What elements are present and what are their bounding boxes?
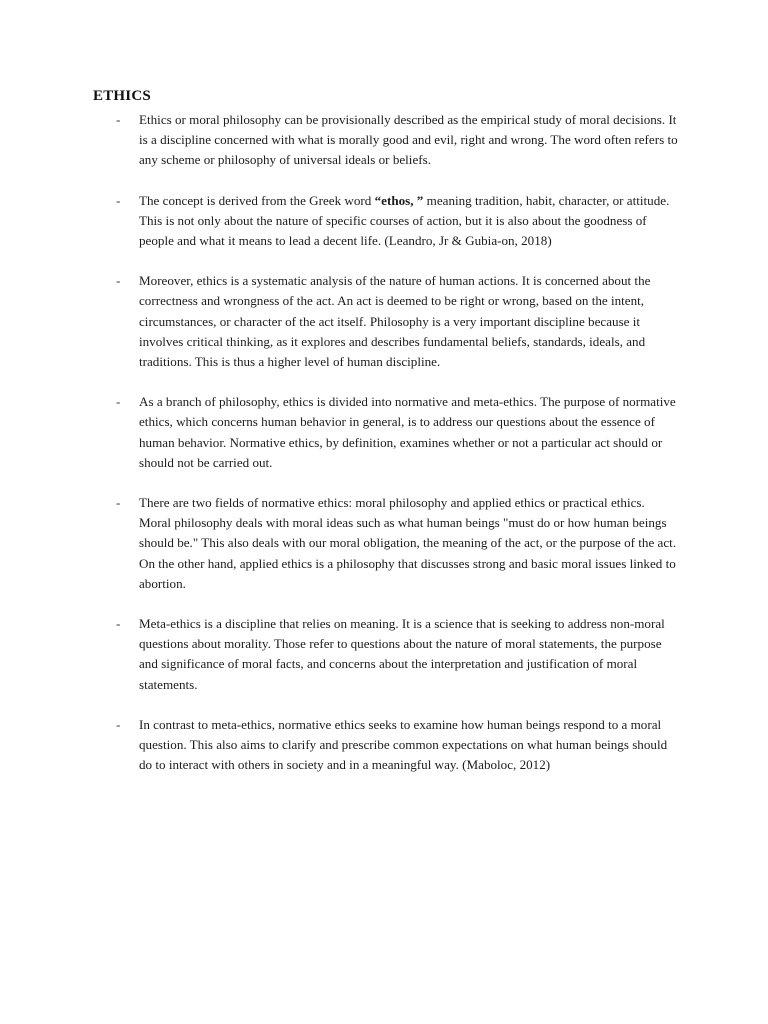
paragraph-text: Ethics or moral philosophy can be provisionally described as the empirical study of moral decisions. It is a discipline concerned with what is morally good and evil, right and wrong. The word often refers to any scheme or philosophy of universal ideals or beliefs.: [139, 112, 678, 168]
paragraph-text: As a branch of philosophy, ethics is divided into normative and meta-ethics. The purpose of normative ethics, which concerns human behavior in general, is to address our questions about the essence of human behavior. Normative ethics, by definition, examines whether or not a particular act should or should not be carried out.: [139, 394, 676, 470]
greek-word-ethos: “ethos, ”: [374, 192, 424, 208]
bullet-marker: -: [116, 112, 121, 127]
list-item: [0, 110, 768, 171]
bullet-marker: -: [116, 616, 121, 632]
list-item: [0, 493, 768, 594]
bullet-marker: -: [116, 495, 121, 511]
paragraph-text: Meta-ethics is a discipline that relies on meaning. It is a science that is seeking to address non-moral questions about morality. Those refer to questions about the nature of moral statements, the purpose and significance of moral facts, and concerns about the interpretation and justification of moral statements.: [139, 616, 665, 692]
paragraph-list: [0, 110, 768, 795]
paragraph-text: There are two fields of normative ethics: moral philosophy and applied ethics or practical ethics. Moral philosophy deals with moral ideas such as what human beings "must do or how human beings should be." This also deals with our moral obligation, the meaning of the act, or the purpose of the act. On the other hand, applied ethics is a philosophy that discusses strong and basic moral issues linked to abortion.: [139, 495, 677, 591]
document-heading: ETHICS: [93, 88, 151, 104]
list-item: [0, 392, 768, 473]
bullet-marker: -: [116, 192, 121, 208]
bullet-marker: -: [116, 716, 121, 732]
paragraph-text: [139, 191, 679, 252]
list-item: [0, 614, 768, 695]
bullet-marker: -: [116, 273, 121, 289]
bullet-marker: -: [116, 394, 121, 410]
list-item: [0, 191, 768, 252]
list-item: [0, 271, 768, 372]
paragraph-text: Moreover, ethics is a systematic analysis of the nature of human actions. It is concerned about the correctness and wrongness of the act. An act is deemed to be right or wrong, based on the intent, circumstances, or character of the act itself. Philosophy is a very important discipline because it involves critical thinking, as it explores and describes fundamental beliefs, standards, ideals, and traditions. This is thus a higher level of human discipline.: [139, 273, 651, 370]
list-item: [0, 715, 768, 776]
paragraph-text: In contrast to meta-ethics, normative ethics seeks to examine how human beings respond to a moral question. This also aims to clarify and prescribe common expectations on what human beings should do to interact with others in society and in a meaningful way. (Maboloc, 2012): [139, 716, 668, 773]
paragraph-text-after: meaning tradition, habit, character, or attitude. This is not only about the nature of specific courses of action, but it is also about the goodness of people and what it means to lead a decent life. (Leandro, Jr & Gubia-on, 2018): [139, 192, 670, 249]
paragraph-text-before: The concept is derived from the Greek word: [139, 192, 375, 208]
